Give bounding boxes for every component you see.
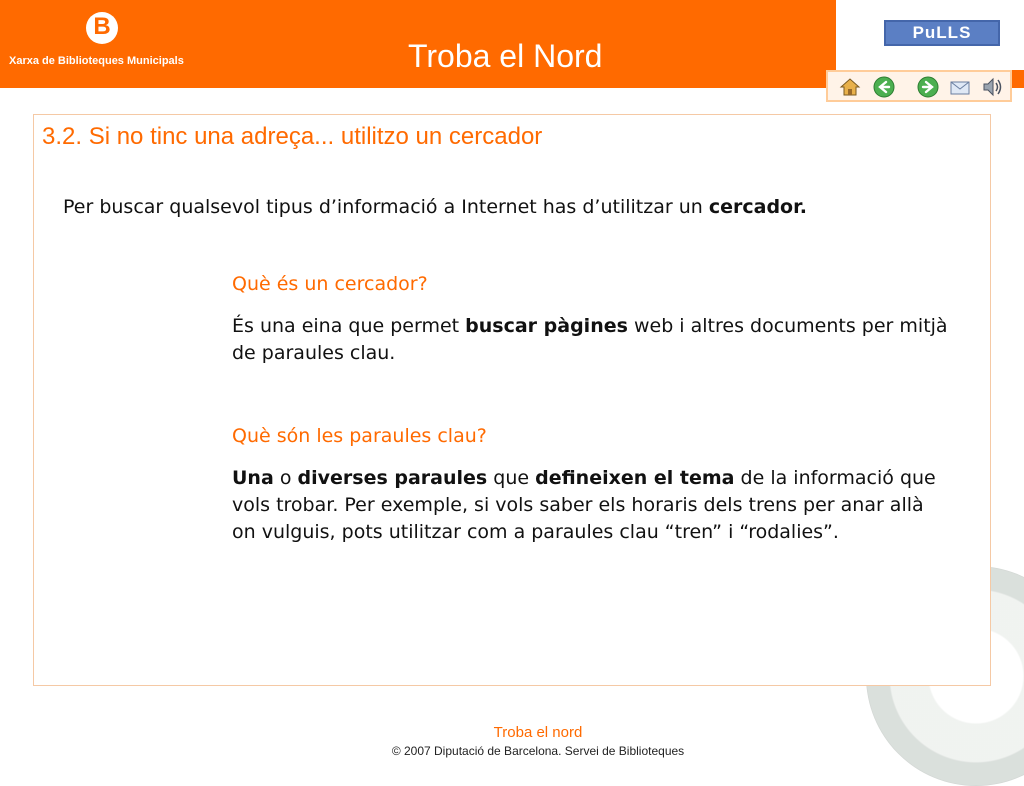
speaker-icon[interactable]	[980, 75, 1004, 99]
footer-title: Troba el nord	[493, 724, 583, 741]
app-title: Troba el Nord	[408, 38, 603, 74]
forward-arrow-icon[interactable]	[916, 75, 940, 99]
footer-copyright: © 2007 Diputació de Barcelona. Servei de Biblioteques	[391, 744, 685, 758]
mail-icon[interactable]	[948, 75, 972, 99]
back-arrow-icon[interactable]	[872, 75, 896, 99]
answer-search-engine: És una eina que permet buscar pàgines web i altres documents per mitjà de paraules clau.	[232, 315, 948, 364]
question-what-is-search-engine: Què és un cercador?	[232, 273, 428, 295]
section-title: 3.2. Si no tinc una adreça... utilitzo un cercador	[42, 123, 543, 150]
org-logo-icon: B	[86, 12, 118, 44]
org-name: Xarxa de Biblioteques Municipals	[9, 55, 184, 67]
nav-toolbar	[826, 70, 1012, 102]
intro-text: Per buscar qualsevol tipus d’informació a Internet has d’utilitzar un cercador.	[63, 196, 807, 218]
answer-keywords: Una o diverses paraules que defineixen el tema de la informació que vols trobar. Per exemple, si vols saber els horaris dels trens per anar allà on vulguis, pots utilitzar com a paraules clau “tren” i “rodalies”.	[232, 467, 936, 543]
pulls-logo: PuLLS	[884, 20, 1000, 46]
home-icon[interactable]	[838, 75, 862, 99]
question-what-are-keywords: Què són les paraules clau?	[232, 425, 487, 447]
